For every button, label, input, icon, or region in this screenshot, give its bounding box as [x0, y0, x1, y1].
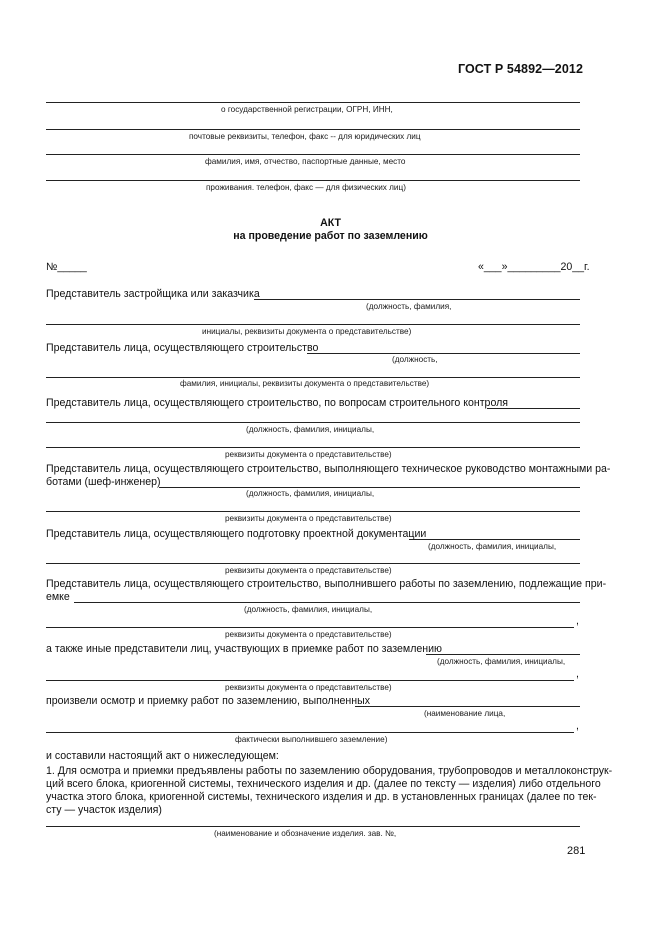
- field-caption: (должность, фамилия, инициалы,: [437, 657, 566, 666]
- field-line: [46, 422, 580, 423]
- field-caption: проживания. телефон, факс — для физических лиц): [206, 183, 406, 192]
- field-line: [46, 102, 580, 103]
- field-line: [426, 654, 580, 655]
- closing-statement: и составили настоящий акт о нижеследующем:: [46, 750, 279, 762]
- standard-header: ГОСТ Р 54892—2012: [457, 62, 583, 76]
- field-line: [46, 377, 580, 378]
- line-end-comma: ,: [576, 615, 579, 627]
- paragraph-line: участка этого блока, криогенной системы, технического изделия и др. в установленных границах (далее по тек-: [46, 791, 597, 803]
- field-line: [46, 324, 580, 325]
- field-caption: реквизиты документа о представительстве): [225, 450, 392, 459]
- field-line: [487, 408, 580, 409]
- field-line: [254, 299, 580, 300]
- design-label: Представитель лица, осуществляющего подготовку проектной документации: [46, 528, 427, 540]
- act-subtitle: на проведение работ по заземлению: [233, 230, 428, 242]
- field-caption: (наименование и обозначение изделия. зав. №,: [214, 829, 397, 838]
- line-end-comma: ,: [576, 720, 579, 732]
- field-line: [46, 826, 580, 827]
- field-line: [355, 706, 580, 707]
- field-caption: (должность, фамилия, инициалы,: [244, 605, 373, 614]
- field-caption: (наименование лица,: [424, 709, 506, 718]
- field-caption: почтовые реквизиты, телефон, факс -- для юридических лиц: [189, 132, 421, 141]
- field-caption: о государственной регистрации, ОГРН, ИНН,: [221, 105, 393, 114]
- field-caption: (должность, фамилия, инициалы,: [246, 489, 375, 498]
- performer-label-line2: емке: [46, 591, 70, 603]
- field-line: [307, 353, 580, 354]
- field-line: [46, 180, 580, 181]
- field-caption: (должность,: [392, 355, 438, 364]
- field-line: [46, 154, 580, 155]
- paragraph-line: 1. Для осмотра и приемки предъявлены работы по заземлению оборудования, трубопроводов и металлоконструк-: [46, 765, 613, 777]
- act-date: «___»_________20__г.: [478, 261, 590, 273]
- field-caption: реквизиты документа о представительстве): [225, 630, 392, 639]
- act-number: №_____: [46, 261, 87, 273]
- field-caption: реквизиты документа о представительстве): [225, 683, 392, 692]
- builder-label: Представитель лица, осуществляющего строительство: [46, 342, 319, 354]
- field-caption: фамилия, имя, отчество, паспортные данные, место: [205, 157, 406, 166]
- act-title: АКТ: [320, 217, 341, 229]
- field-line: [46, 732, 574, 733]
- field-caption: (должность, фамилия, инициалы,: [428, 542, 557, 551]
- customer-label: Представитель застройщика или заказчика: [46, 288, 260, 300]
- field-line: [46, 680, 574, 681]
- paragraph-line: сту — участок изделия): [46, 804, 162, 816]
- inspection-label: произвели осмотр и приемку работ по заземлению, выполненных: [46, 695, 371, 707]
- field-line: [159, 487, 580, 488]
- field-caption: фамилия, инициалы, реквизиты документа о представительстве): [180, 379, 430, 388]
- chief-engineer-label-line1: Представитель лица, осуществляющего строительство, выполняющего техническое руководство монтажными ра-: [46, 463, 611, 475]
- paragraph-line: ций всего блока, криогенной системы, технического изделия и др. (далее по тексту — изделия) либо отдельного: [46, 778, 601, 790]
- field-line: [46, 627, 574, 628]
- field-caption: инициалы, реквизиты документа о представительстве): [202, 327, 412, 336]
- field-line: [74, 602, 580, 603]
- others-label: а также иные представители лиц, участвующих в приемке работ по заземлению: [46, 643, 442, 655]
- field-caption: (должность, фамилия, инициалы,: [246, 425, 375, 434]
- field-line: [46, 511, 580, 512]
- control-label: Представитель лица, осуществляющего строительство, по вопросам строительного контроля: [46, 397, 509, 409]
- field-caption: фактически выполнившего заземление): [235, 735, 388, 744]
- page-number: 281: [567, 845, 586, 857]
- chief-engineer-label-line2: ботами (шеф-инженер): [46, 476, 161, 488]
- field-caption: (должность, фамилия,: [366, 302, 452, 311]
- field-caption: реквизиты документа о представительстве): [225, 514, 392, 523]
- field-line: [46, 563, 580, 564]
- field-line: [46, 447, 580, 448]
- line-end-comma: ,: [576, 668, 579, 680]
- field-line: [409, 539, 580, 540]
- field-line: [46, 129, 580, 130]
- field-caption: реквизиты документа о представительстве): [225, 566, 392, 575]
- performer-label-line1: Представитель лица, осуществляющего строительство, выполнившего работы по заземлению, подлежащие при-: [46, 578, 607, 590]
